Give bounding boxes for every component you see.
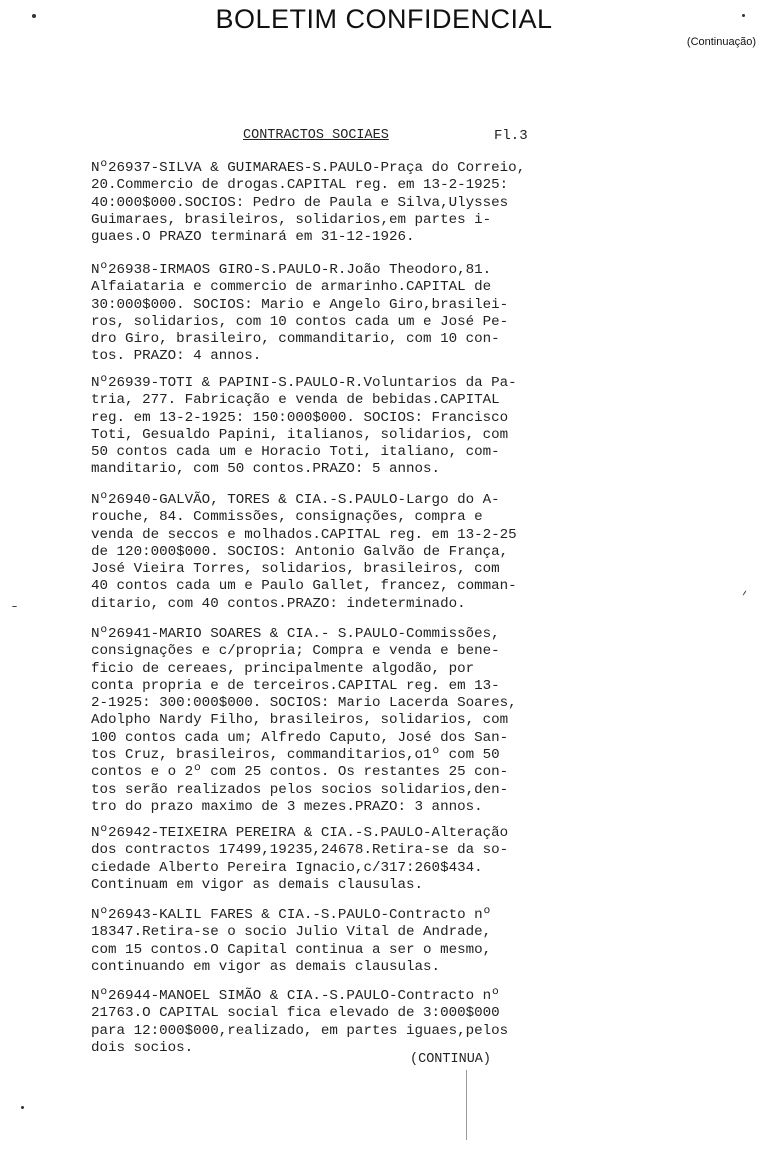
folio-number: Fl.3 bbox=[494, 128, 528, 144]
contract-entry-26942: Nº26942-TEIXEIRA PEREIRA & CIA.-S.PAULO-Alteração dos contractos 17499,19235,24678.Retira-se da so- ciedade Alberto Pereira Ignacio,c/317:260$434. Continuam em vigor as demais clausulas. bbox=[91, 825, 509, 893]
page-title: BOLETIM CONFIDENCIAL bbox=[215, 4, 553, 34]
continuation-label: (Continuação) bbox=[686, 36, 756, 48]
scan-speck bbox=[21, 1106, 24, 1109]
section-header bbox=[243, 128, 389, 143]
scan-speck bbox=[742, 590, 746, 595]
contract-entry-26940: Nº26940-GALVÃO, TORES & CIA.-S.PAULO-Largo do A- rouche, 84. Commissões, consignações, compra e venda de seccos e molhados.CAPITAL reg. em 13-2-25 de 120:000$000. SOCIOS: Antonio Galvão de França, José Vieira Torres, solidarios, brasileiros, com 40 contos cada um e Paulo Gallet, francez, comman- ditario, com 40 contos.PRAZO: indeterminado. bbox=[91, 492, 517, 612]
scan-speck bbox=[32, 14, 36, 18]
contract-entry-26939: Nº26939-TOTI & PAPINI-S.PAULO-R.Voluntarios da Pa- tria, 277. Fabricação e venda de bebidas.CAPITAL reg. em 13-2-1925: 150:000$000. SOCIOS: Francisco Toti, Gesualdo Papini, italianos, solidarios, com 50 contos cada um e Horacio Toti, italiano, com- manditario, com 50 contos.PRAZO: 5 annos. bbox=[91, 375, 517, 478]
contract-entry-26943: Nº26943-KALIL FARES & CIA.-S.PAULO-Contracto nº 18347.Retira-se o socio Julio Vital de Andrade, com 15 contos.O Capital continua a ser o mesmo, continuando em vigor as demais clausulas. bbox=[91, 907, 492, 975]
scan-fold-line bbox=[466, 1070, 467, 1140]
continua-footer: (CONTINUA) bbox=[410, 1052, 492, 1067]
section-title: CONTRACTOS SOCIAES bbox=[243, 128, 389, 143]
contract-entry-26944: Nº26944-MANOEL SIMÃO & CIA.-S.PAULO-Contracto nº 21763.O CAPITAL social fica elevado de 3:000$000 para 12:000$000,realizado, em partes iguaes,pelos dois socios. bbox=[91, 988, 509, 1056]
contract-entry-26938: Nº26938-IRMAOS GIRO-S.PAULO-R.João Theodoro,81. Alfaiataria e commercio de armarinho.CAPITAL de 30:000$000. SOCIOS: Mario e Angelo Giro,brasilei- ros, solidarios, com 10 contos cada um e José Pe- dro Giro, brasileiro, commanditario, com 10 con- tos. PRAZO: 4 annos. bbox=[91, 262, 509, 365]
contract-entry-26941: Nº26941-MARIO SOARES & CIA.- S.PAULO-Commissões, consignações e c/propria; Compra e venda e bene- ficio de cereaes, principalmente algodão, por conta propria e de terceiros.CAPITAL reg. em 13- 2-1925: 300:000$000. SOCIOS: Mario Lacerda Soares, Adolpho Nardy Filho, brasileiros, solidarios, com 100 contos cada um; Alfredo Caputo, José dos San- tos Cruz, brasileiros, commanditarios,o1º com 50 contos e o 2º com 25 contos. Os restantes 25 con- tos serão realizados pelos socios solidarios,den- tro do prazo maximo de 3 mezes.PRAZO: 3 annos. bbox=[91, 626, 517, 815]
scan-speck bbox=[742, 14, 745, 17]
scan-speck bbox=[12, 606, 17, 607]
contract-entry-26937: Nº26937-SILVA & GUIMARAES-S.PAULO-Praça do Correio, 20.Commercio de drogas.CAPITAL reg. em 13-2-1925: 40:000$000.SOCIOS: Pedro de Paula e Silva,Ulysses Guimaraes, brasileiros, solidarios,em partes i- guaes.O PRAZO terminará em 31-12-1926. bbox=[91, 160, 526, 246]
